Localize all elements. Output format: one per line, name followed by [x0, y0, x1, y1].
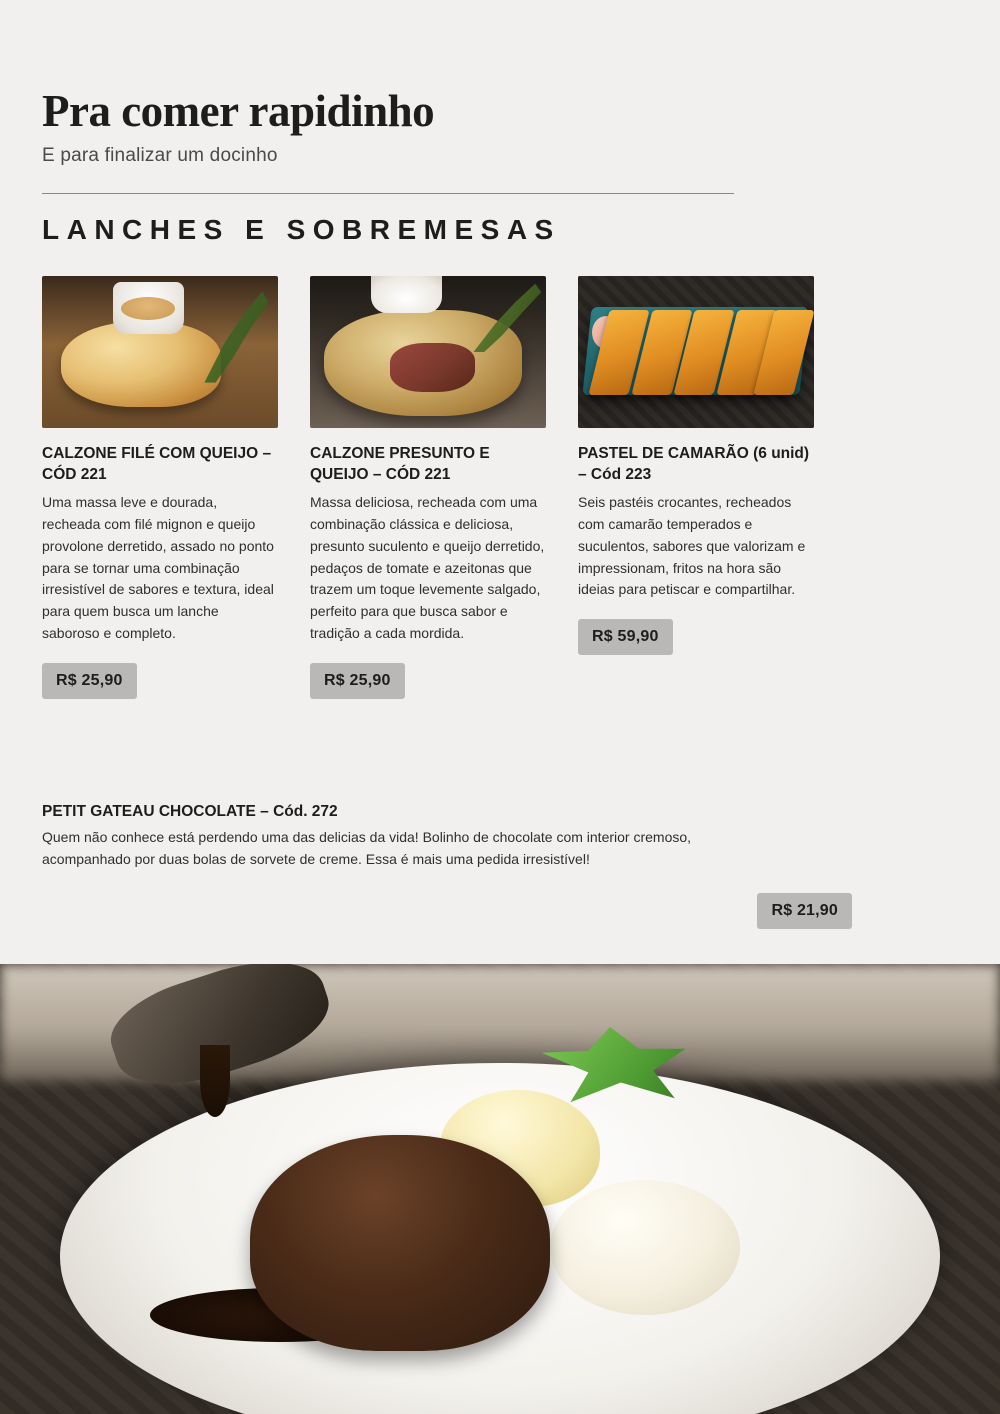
price-badge: R$ 59,90: [578, 619, 673, 655]
page-title: Pra comer rapidinho: [42, 86, 435, 136]
menu-item-description: Seis pastéis crocantes, recheados com camarão temperados e suculentos, sabores que valorizam e impressionam, fritos na hora são ideias para petiscar e compartilhar.: [578, 494, 806, 598]
menu-item-card: [578, 276, 814, 699]
page-subtitle: E para finalizar um docinho: [42, 145, 278, 167]
menu-item-name: CALZONE FILÉ COM QUEIJO – CÓD 221: [42, 445, 272, 484]
menu-item-card: [310, 276, 546, 699]
section-heading: LANCHES E SOBREMESAS: [42, 214, 561, 246]
dessert-description: Quem não conhece está perdendo uma das delicias da vida! Bolinho de chocolate com interior cremoso, acompanhado por duas bolas de sorvete de creme. Essa é mais uma pedida irresistível!: [42, 828, 692, 868]
petit-gateau-hero-photo: [0, 964, 1000, 1414]
price-badge: R$ 25,90: [42, 663, 137, 699]
price-row: [42, 663, 278, 699]
divider-rule: [42, 193, 734, 194]
dessert-item: [42, 803, 842, 929]
menu-item-card: [42, 276, 278, 699]
dessert-name: PETIT GATEAU CHOCOLATE – Cód. 272: [42, 802, 338, 820]
menu-item-grid: [42, 276, 840, 699]
menu-item-name: PASTEL DE CAMARÃO (6 unid) – Cód 223: [578, 445, 810, 484]
pastel-de-camarao-photo: [578, 276, 814, 428]
calzone-file-com-queijo-photo: [42, 276, 278, 428]
dessert-price-row: [42, 893, 852, 929]
price-badge: R$ 25,90: [310, 663, 405, 699]
calzone-presunto-e-queijo-photo: [310, 276, 546, 428]
menu-item-description: Massa deliciosa, recheada com uma combinação clássica e deliciosa, presunto suculento e queijo derretido, pedaços de tomate e azeitonas que trazem um toque levemente salgado, perfeito para que busca sabor e tradição a cada mordida.: [310, 494, 545, 642]
price-row: [310, 663, 546, 699]
price-badge: R$ 21,90: [757, 893, 852, 929]
price-row: [578, 619, 814, 655]
menu-item-name: CALZONE PRESUNTO E QUEIJO – CÓD 221: [310, 445, 490, 484]
menu-item-description: Uma massa leve e dourada, recheada com filé mignon e queijo provolone derretido, assado no ponto para se tornar uma combinação irresistível de sabores e textura, ideal para quem busca um lanche saboroso e completo.: [42, 494, 274, 642]
